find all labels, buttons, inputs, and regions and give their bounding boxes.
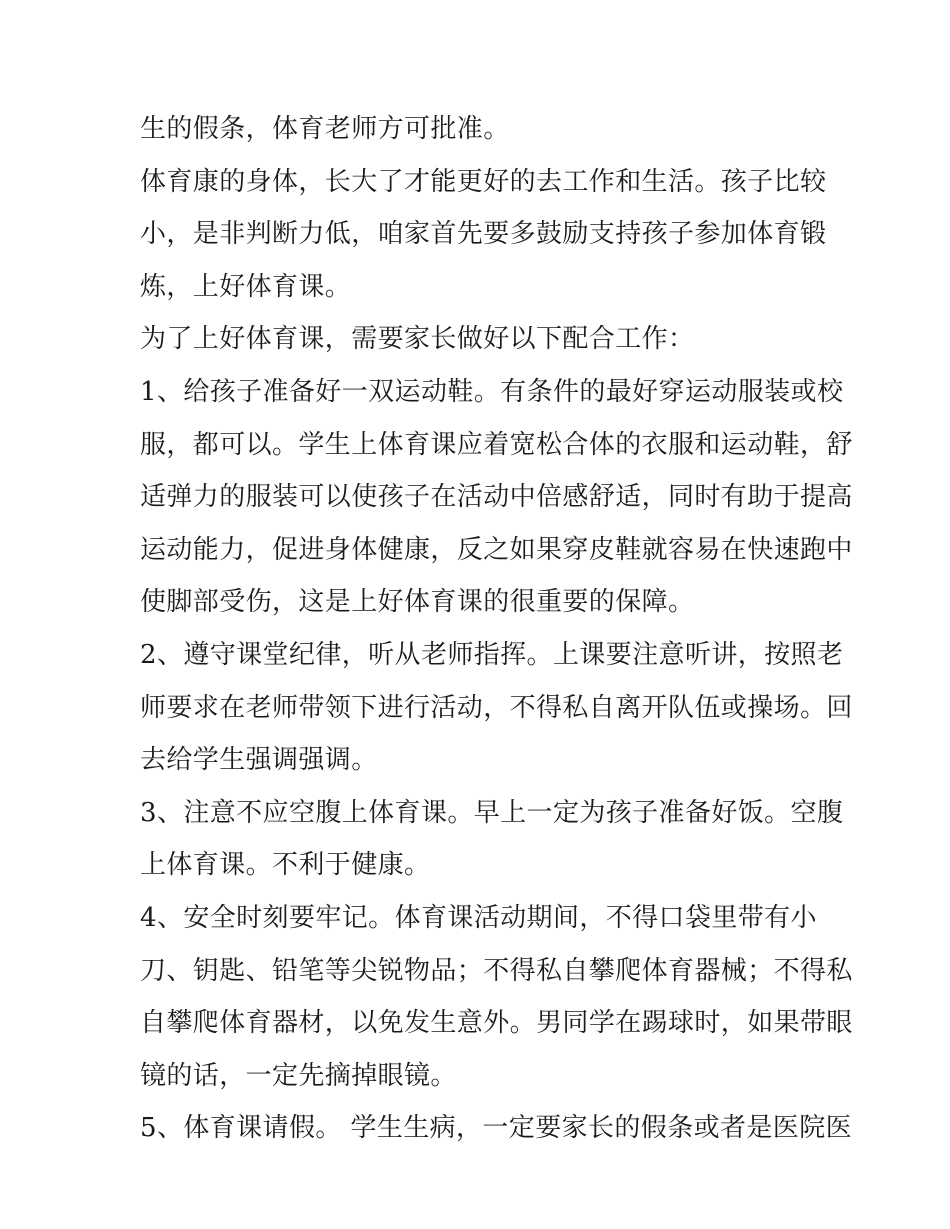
text-line-4: 炼，上好体育课。 — [140, 271, 352, 302]
text-line-19: 镜的话，一定先摘掉眼镜。 — [140, 1060, 457, 1091]
text-line-8: 适弹力的服装可以使孩子在活动中倍感舒适，同时有助于提高 — [140, 482, 853, 513]
text-line-17: 刀、钥匙、铅笔等尖锐物品；不得私自攀爬体育器械；不得私 — [140, 955, 853, 986]
text-line-20: 5、体育课请假。 学生生病，一定要家长的假条或者是医院医 — [140, 1113, 853, 1144]
text-line-6: 1、给孩子准备好一双运动鞋。有条件的最好穿运动服装或校 — [140, 376, 844, 407]
text-line-7: 服，都可以。学生上体育课应着宽松合体的衣服和运动鞋，舒 — [140, 429, 853, 460]
text-line-2: 体育康的身体，长大了才能更好的去工作和生活。孩子比较 — [140, 166, 827, 197]
text-line-11: 2、遵守课堂纪律，听从老师指挥。上课要注意听讲，按照老 — [140, 639, 844, 670]
text-line-13: 去给学生强调强调。 — [140, 745, 378, 776]
text-line-16: 4、安全时刻要牢记。体育课活动期间，不得口袋里带有小 — [140, 902, 817, 933]
text-line-12: 师要求在老师带领下进行活动，不得私自离开队伍或操场。回 — [140, 692, 853, 723]
text-line-3: 小，是非判断力低，咱家首先要多鼓励支持孩子参加体育锻 — [140, 219, 827, 250]
text-line-15: 上体育课。不利于健康。 — [140, 850, 431, 881]
text-line-14: 3、注意不应空腹上体育课。早上一定为孩子准备好饭。空腹 — [140, 797, 844, 828]
text-line-18: 自攀爬体育器材，以免发生意外。男同学在踢球时，如果带眼 — [140, 1008, 853, 1039]
body-text — [140, 103, 853, 1155]
text-line-9: 运动能力，促进身体健康，反之如果穿皮鞋就容易在快速跑中 — [140, 534, 853, 565]
text-line-10: 使脚部受伤，这是上好体育课的很重要的保障。 — [140, 587, 695, 618]
text-line-1: 生的假条，体育老师方可批准。 — [140, 114, 510, 144]
text-line-5: 为了上好体育课，需要家长做好以下配合工作： — [140, 324, 695, 355]
